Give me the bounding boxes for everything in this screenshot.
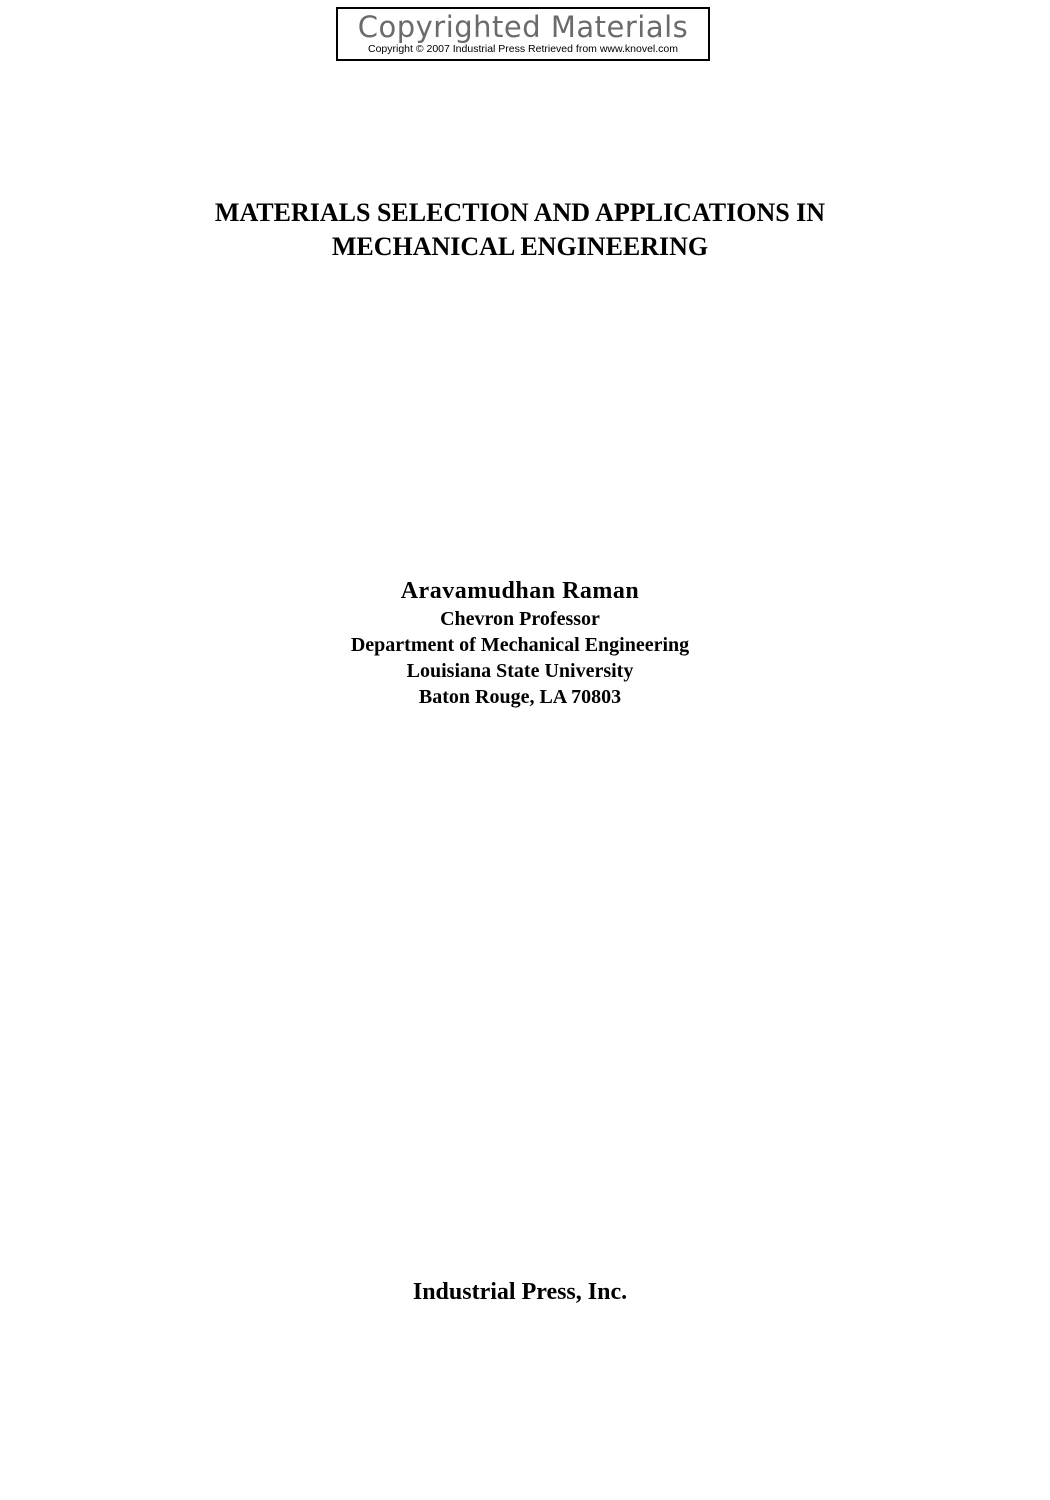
publisher-name: Industrial Press, Inc. — [412, 1279, 628, 1305]
book-title-line-2: MECHANICAL ENGINEERING — [331, 232, 709, 261]
author-position: Chevron Professor — [440, 608, 600, 630]
copyright-stamp — [336, 7, 710, 61]
author-block — [0, 576, 1040, 710]
stamp-title: Copyrighted Materials — [357, 10, 689, 44]
stamp-notice: Copyright © 2007 Industrial Press Retrieved from www.knovel.com — [367, 43, 679, 55]
author-address: Baton Rouge, LA 70803 — [418, 686, 622, 708]
author-name: Aravamudhan Raman — [400, 578, 640, 604]
author-university: Louisiana State University — [406, 660, 634, 682]
book-title — [0, 196, 1040, 264]
book-title-line-1: MATERIALS SELECTION AND APPLICATIONS IN — [214, 198, 826, 227]
author-department: Department of Mechanical Engineering — [350, 634, 690, 656]
